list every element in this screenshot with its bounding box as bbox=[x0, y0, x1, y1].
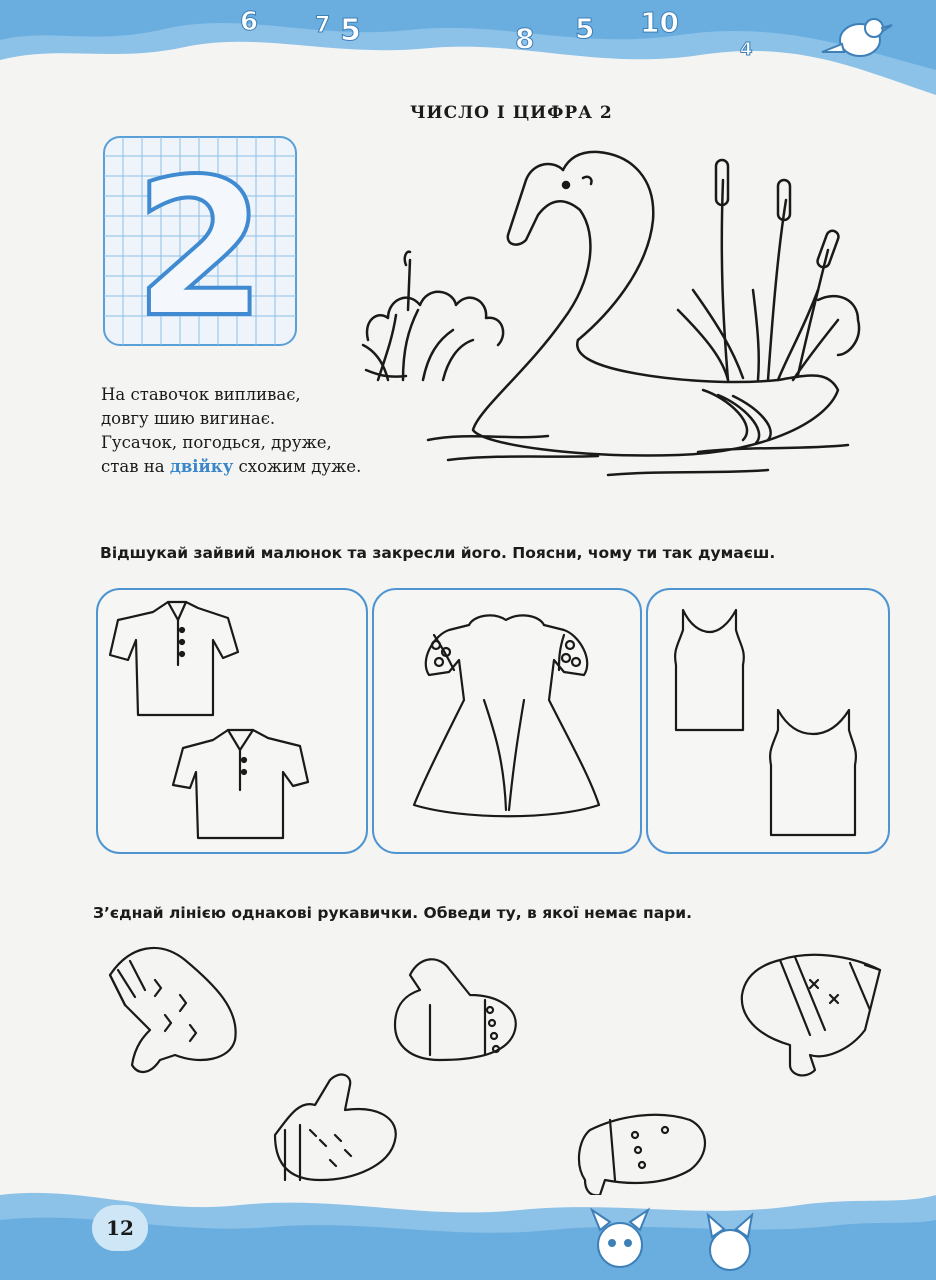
poem-line: довгу шию вигинає. bbox=[101, 409, 276, 428]
dress-icon bbox=[414, 615, 599, 816]
swan-illustration bbox=[348, 140, 868, 490]
poem-highlight-word: двійку bbox=[169, 457, 234, 476]
shirt-icon bbox=[173, 730, 308, 838]
tank-top-icon bbox=[770, 710, 856, 835]
picture-box-tank-tops[interactable] bbox=[646, 588, 890, 854]
page-title: ЧИСЛО І ЦИФРА 2 bbox=[410, 103, 613, 123]
page-number: 12 bbox=[92, 1205, 148, 1251]
mitten-icon[interactable] bbox=[110, 948, 236, 1072]
poem-line: Гусачок, погодься, друже, bbox=[101, 433, 332, 452]
header-number: 4 bbox=[740, 39, 753, 60]
poem-line: На ставочок випливає, bbox=[101, 385, 301, 404]
mitten-icon[interactable] bbox=[275, 1075, 396, 1180]
poem bbox=[101, 383, 361, 479]
picture-box-shirts[interactable] bbox=[96, 588, 368, 854]
header-number: 5 bbox=[340, 13, 361, 48]
header-number: 7 bbox=[315, 13, 331, 38]
digit-two-card bbox=[103, 136, 297, 346]
picture-box-dress[interactable] bbox=[372, 588, 642, 854]
mitten-icon[interactable] bbox=[742, 955, 880, 1076]
header-number: 8 bbox=[515, 22, 535, 55]
mitten-icon[interactable] bbox=[395, 959, 516, 1060]
poem-line bbox=[101, 455, 361, 479]
tank-top-icon bbox=[675, 610, 744, 730]
shirt-icon bbox=[110, 602, 238, 715]
header-number: 10 bbox=[640, 6, 679, 39]
mittens-illustration bbox=[90, 935, 900, 1195]
header-band bbox=[0, 0, 936, 120]
header-number: 6 bbox=[240, 7, 259, 37]
header-number: 5 bbox=[575, 12, 595, 45]
poem-text: схожим дуже. bbox=[233, 457, 362, 476]
digit-two: 2 bbox=[133, 138, 267, 346]
task-connect-mittens: З’єднай лінією однакові рукавички. Обведи ту, в якої немає пари. bbox=[93, 904, 692, 922]
poem-text: став на bbox=[101, 457, 170, 476]
task-find-extra: Відшукай зайвий малюнок та закресли його. Поясни, чому ти так думаєш. bbox=[100, 544, 776, 562]
